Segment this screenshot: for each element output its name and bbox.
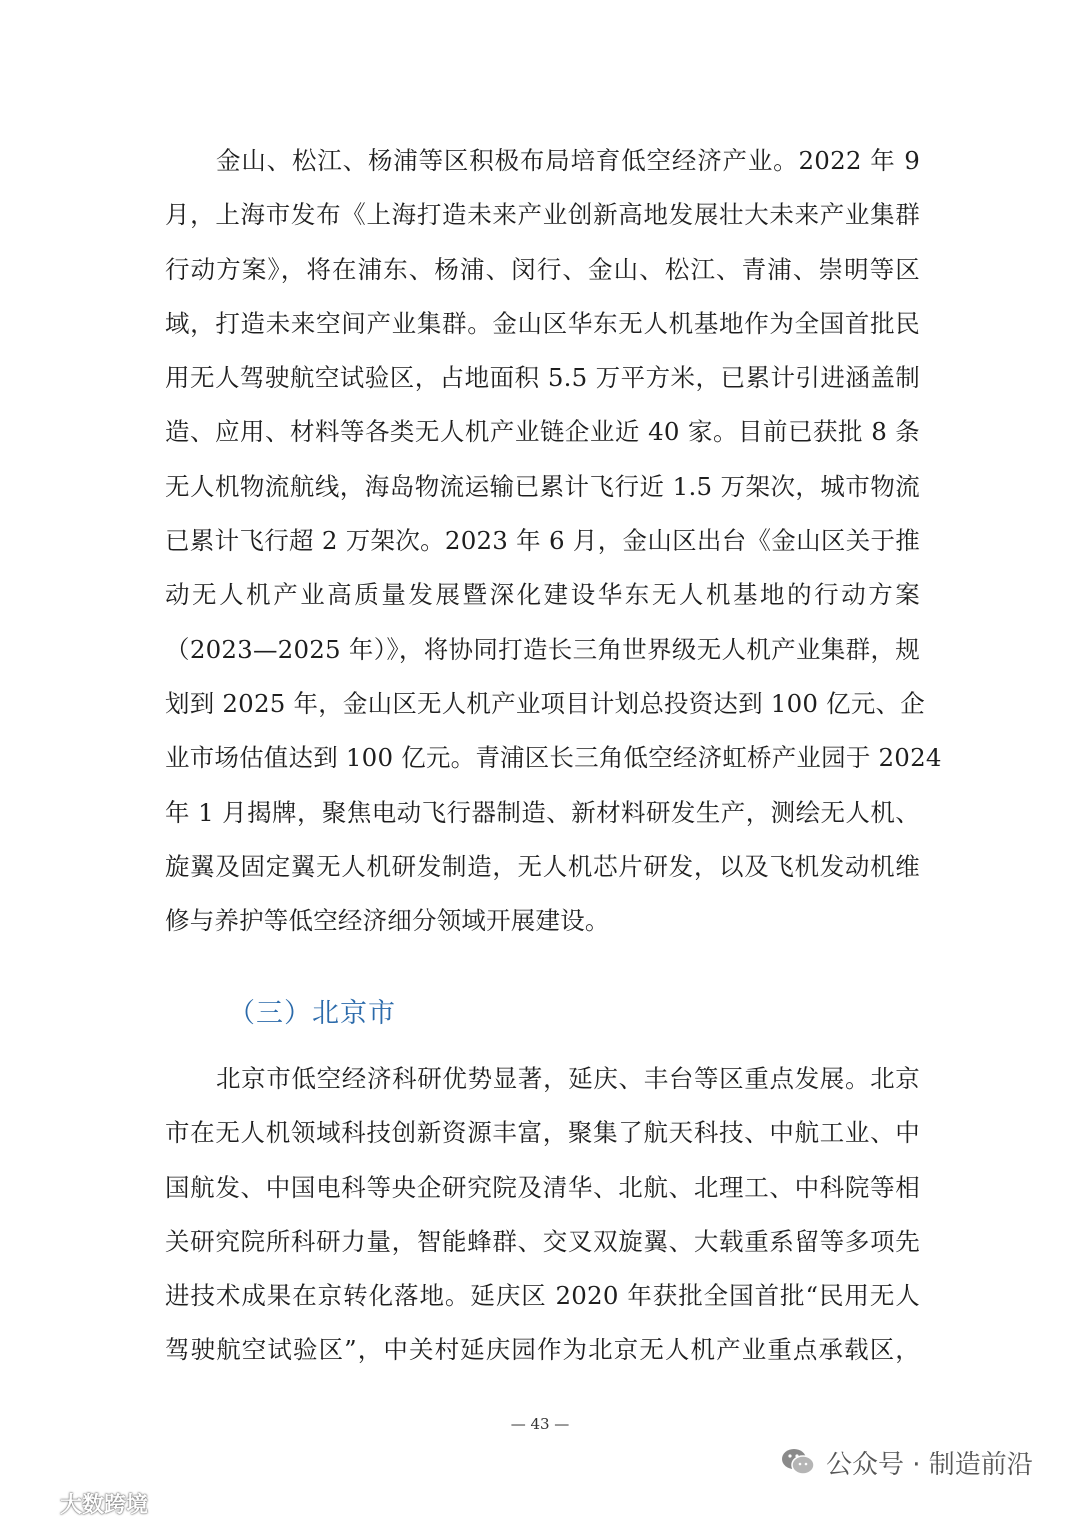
paragraph-line: 域，打造未来空间产业集群。金山区华东无人机基地作为全国首批民 xyxy=(165,308,920,338)
paragraph-line: 驾驶航空试验区”，中关村延庆园作为北京无人机产业重点承载区， xyxy=(165,1335,920,1365)
paragraph-line: 年 1 月揭牌，聚焦电动飞行器制造、新材料研发生产，测绘无人机、 xyxy=(165,797,920,827)
paragraph-line: 动无人机产业高质量发展暨深化建设华东无人机基地的行动方案 xyxy=(165,580,920,610)
paragraph-line: 用无人驾驶航空试验区，占地面积 5.5 万平方米，已累计引进涵盖制 xyxy=(165,363,920,393)
wechat-account-label: 公众号 · 制造前沿 xyxy=(826,1449,1033,1480)
wechat-account-badge[interactable] xyxy=(780,1442,1033,1482)
paragraph-line: 北京市低空经济科研优势显著，延庆、丰台等区重点发展。北京 xyxy=(216,1064,920,1093)
paragraph-line: 金山、松江、杨浦等区积极布局培育低空经济产业。2022 年 9 xyxy=(216,146,920,175)
page-number: — 43 — xyxy=(510,1415,570,1433)
paragraph-line: 国航发、中国电科等央企研究院及清华、北航、北理工、中科院等相 xyxy=(165,1172,920,1202)
paragraph-beijing xyxy=(165,1052,920,1378)
watermark-label: 大数跨境 xyxy=(60,1492,149,1518)
paragraph-line: 旋翼及固定翼无人机研发制造，无人机芯片研发，以及飞机发动机维 xyxy=(165,851,920,881)
paragraph-line: 已累计飞行超 2 万架次。2023 年 6 月，金山区出台《金山区关于推 xyxy=(165,526,920,556)
paragraph-line: 行动方案》，将在浦东、杨浦、闵行、金山、松江、青浦、崇明等区 xyxy=(165,254,920,284)
paragraph-line: 修与养护等低空经济细分领域开展建设。 xyxy=(165,906,610,936)
paragraph-line: 无人机物流航线，海岛物流运输已累计飞行近 1.5 万架次，城市物流 xyxy=(165,471,920,501)
paragraph-line: （2023—2025 年）》，将协同打造长三角世界级无人机产业集群，规 xyxy=(165,634,920,664)
watermark-logo-icon xyxy=(12,1490,52,1516)
paragraph-line: 关研究院所科研力量，智能蜂群、交叉双旋翼、大载重系留等多项先 xyxy=(165,1226,920,1256)
paragraph-line: 造、应用、材料等各类无人机产业链企业近 40 家。目前已获批 8 条 xyxy=(165,417,920,447)
section-heading-beijing: （三）北京市 xyxy=(228,998,396,1029)
watermark xyxy=(12,1488,148,1518)
wechat-icon xyxy=(780,1446,816,1478)
paragraph-line: 月，上海市发布《上海打造未来产业创新高地发展壮大未来产业集群 xyxy=(165,200,920,230)
paragraph-line: 进技术成果在京转化落地。延庆区 2020 年获批全国首批“民用无人 xyxy=(165,1281,920,1311)
paragraph-line: 业市场估值达到 100 亿元。青浦区长三角低空经济虹桥产业园于 2024 xyxy=(165,743,942,773)
paragraph-line: 划到 2025 年，金山区无人机产业项目计划总投资达到 100 亿元、企 xyxy=(165,688,925,718)
paragraph-line: 市在无人机领域科技创新资源丰富，聚集了航天科技、中航工业、中 xyxy=(165,1118,920,1148)
paragraph-shanghai xyxy=(165,134,942,948)
